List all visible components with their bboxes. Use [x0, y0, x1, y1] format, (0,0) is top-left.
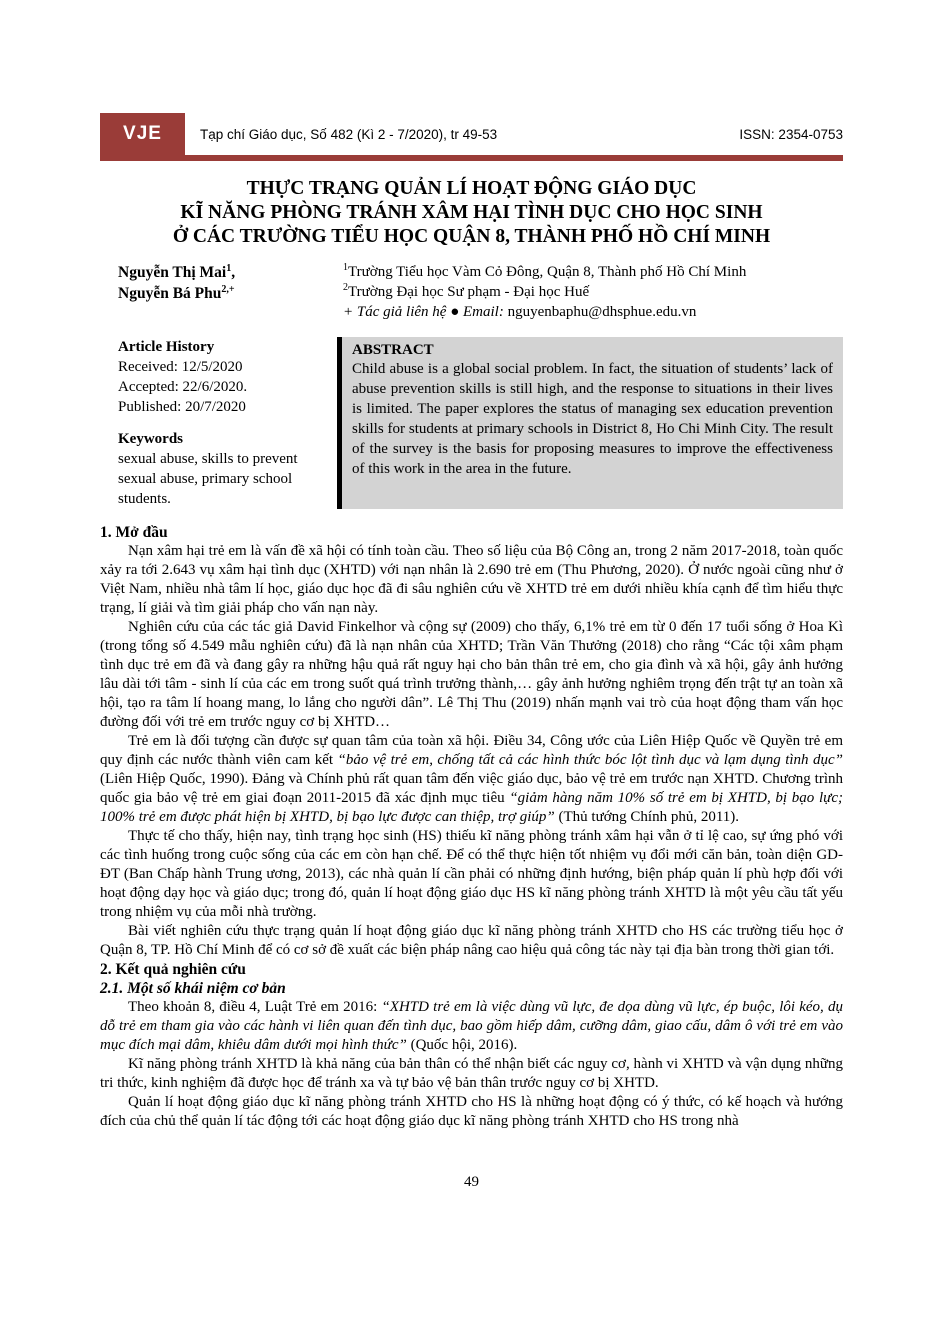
vje-logo: VJE	[100, 113, 185, 155]
email-address[interactable]: nguyenbaphu@dhsphue.edu.vn	[507, 304, 697, 320]
paragraph: Nạn xâm hại trẻ em là vấn đề xã hội có tính toàn cầu. Theo số liệu của Bộ Công an, trong 2 năm 2017-2018, toàn quốc xảy ra tới 2.643 vụ xâm hại tình dục (XHTD) với nạn nhân là 2.690 trẻ em (Thu Phương, 2020). Ở nước ngoài cũng như ở Việt Nam, nhiều nhà tâm lí học, giáo dục học đã đi sâu nghiên cứu về XHTD trẻ em dưới nhiều khía cạnh để tìm hiểu thực trạng, lí giải và tìm giải pháp cho vấn nạn này.	[100, 543, 843, 616]
article-history-heading: Article History	[118, 339, 215, 355]
article-history	[100, 337, 337, 509]
author-1-superscript: 1	[226, 262, 232, 274]
email-label: Email:	[463, 304, 508, 320]
quotation: “giảm hàng năm 10% số trẻ em bị XHTD, bị bạo lực; 100% trẻ em được phát hiện bị XHTD, bị bạo lực được can thiệp, trợ giúp”	[100, 790, 843, 825]
journal-issn: ISSN: 2354-0753	[739, 126, 843, 142]
header-divider	[100, 155, 843, 161]
quotation: “bảo vệ trẻ em, chống tất cả các hình thức bóc lột tình dục và lạm dụng tình dục”	[337, 752, 843, 768]
byline-block	[100, 262, 843, 322]
abstract-text: Child abuse is a global social problem. In fact, the situation of students’ lack of abuse prevention skills is still high, and the response to situations in their lives is limited. The paper explores the status of managing sex education prevention skills for students at primary schools in District 8, Ho Chi Minh City. The result of the survey is the basis for proposing measures to improve the effectiveness of this work in the area in the future.	[352, 361, 833, 477]
article-title-line1: THỰC TRẠNG QUẢN LÍ HOẠT ĐỘNG GIÁO DỤC	[246, 178, 697, 199]
affiliations	[337, 262, 843, 322]
article-title	[100, 177, 843, 249]
section-1-heading: 1. Mở đầu	[100, 524, 168, 541]
article-body	[100, 523, 843, 1131]
section-2-heading: 2. Kết quả nghiên cứu	[100, 961, 246, 978]
affiliation-2: $^2$Trường Đại học Sư phạm - Đại học Huế	[343, 282, 590, 300]
article-title-line3: Ở CÁC TRƯỜNG TIỂU HỌC QUẬN 8, THÀNH PHỐ HỒ CHÍ MINH	[172, 226, 771, 247]
keywords-heading: Keywords	[118, 431, 183, 447]
article-info-block	[100, 337, 843, 509]
author-1-comma: ,	[231, 264, 236, 281]
journal-header	[100, 113, 843, 155]
paragraph: Quản lí hoạt động giáo dục kĩ năng phòng tránh XHTD cho HS là những hoạt động có ý thức, có kế hoạch và hướng đích của chủ thể quản lí tác động tới các hoạt động giáo dục kĩ năng phòng tránh XHTD cho HS trong nhà	[100, 1094, 843, 1129]
page-content	[100, 0, 843, 1131]
paragraph: Thực tế cho thấy, hiện nay, tình trạng học sinh (HS) thiếu kĩ năng phòng tránh xâm hại vẫn ở tỉ lệ cao, sự ứng phó với các tình huống trong cuộc sống của các em còn hạn chế. Để có thể thực hiện tốt nhiệm vụ đổi mới căn bản, toàn diện GD-ĐT (Ban Chấp hành Trung ương, 2013), các nhà quản lí cần phải có những định hướng, biện pháp quản lí phù hợp đối với hoạt động dạy học và giáo dục; trong đó, quản lí hoạt động giáo dục HS kĩ năng phòng tránh XHTD là một yêu cầu tất yếu trong nhiệm vụ của mỗi nhà trường.	[100, 828, 843, 920]
author-2-name: Nguyễn Bá Phu	[118, 285, 222, 302]
author-2-superscript: 2,+	[221, 283, 235, 295]
corresponding-author-line	[343, 302, 843, 322]
contact-prefix: + Tác giả liên hệ ●	[343, 304, 463, 320]
author-1-name: Nguyễn Thị Mai	[118, 264, 227, 281]
quotation: “XHTD trẻ em là việc dùng vũ lực, đe dọa dùng vũ lực, ép buộc, lôi kéo, dụ dỗ trẻ em tham gia vào các hành vi liên quan đến tình dục, bao gồm hiếp dâm, cưỡng dâm, giao cấu, dâm ô với trẻ em vào mục đích mại dâm, khiêu dâm dưới mọi hình thức”	[100, 999, 843, 1053]
journal-citation: Tạp chí Giáo dục, Số 482 (Kì 2 - 7/2020), tr 49-53	[200, 126, 498, 142]
keywords-list: sexual abuse, skills to prevent sexual abuse, primary school students.	[118, 451, 298, 507]
received-date: Received: 12/5/2020	[118, 359, 243, 375]
author-2	[118, 283, 337, 304]
article-title-line2: KĨ NĂNG PHÒNG TRÁNH XÂM HẠI TÌNH DỤC CHO HỌC SINH	[180, 202, 763, 223]
paragraph: Trẻ em là đối tượng cần được sự quan tâm của toàn xã hội. Điều 34, Công ước của Liên Hiệp Quốc về Quyền trẻ em quy định các nước thành viên cam kết “bảo vệ trẻ em, chống tất cả các hình thức bóc lột tình dục và lạm dụng tình dục” (Liên Hiệp Quốc, 1990). Đảng và Chính phủ rất quan tâm đến việc giáo dục, bảo vệ trẻ em trước nạn XHTD. Chương trình quốc gia bảo vệ trẻ em giai đoạn 2011-2015 đã xác định mục tiêu “giảm hàng năm 10% số trẻ em bị XHTD, bị bạo lực; 100% trẻ em được phát hiện bị XHTD, bị bạo lực được can thiệp, trợ giúp” (Thủ tướng Chính phủ, 2011).	[100, 733, 843, 825]
section-2-1-heading: 2.1. Một số khái niệm cơ bản	[100, 980, 286, 997]
author-1	[118, 262, 337, 283]
abstract-box	[337, 337, 843, 509]
author-names	[100, 262, 337, 322]
published-date: Published: 20/7/2020	[118, 399, 246, 415]
paragraph: Kĩ năng phòng tránh XHTD là khả năng của bản thân có thể nhận biết các nguy cơ, hành vi XHTD và vận dụng những tri thức, kinh nghiệm đã được học để tránh xa và tự bảo vệ bản thân trước nguy cơ bị XHTD.	[100, 1056, 843, 1091]
accepted-date: Accepted: 22/6/2020.	[118, 379, 248, 395]
paragraph: Nghiên cứu của các tác giả David Finkelhor và cộng sự (2009) cho thấy, 6,1% trẻ em từ 0 đến 17 tuổi sống ở Hoa Kì (trong tổng số 4.549 mẫu nghiên cứu) đã là nạn nhân của XHTD; Trần Văn Thưởng (2018) cho rằng “Các tội xâm phạm tình dục trẻ em đã và đang gây ra những hậu quả rất nguy hại cho bản thân trẻ em, cho gia đình và xã hội, gây ảnh hưởng lâu dài tới tâm - sinh lí của các em trong suốt quá trình trưởng thành,… gây ảnh hưởng nghiêm trọng đến trật tự an toàn xã hội, tạo ra tâm lí hoang mang, lo lắng cho người dân”. Lê Thị Thu (2019) nhấn mạnh vai trò của hoạt động tham vấn học đường đối với trẻ em trước nguy cơ bị XHTD…	[100, 619, 843, 730]
affiliation-1: $^1$Trường Tiểu học Vàm Cỏ Đông, Quận 8, Thành phố Hồ Chí Minh	[343, 262, 747, 280]
paragraph: Theo khoản 8, điều 4, Luật Trẻ em 2016: “XHTD trẻ em là việc dùng vũ lực, đe dọa dùng vũ lực, ép buộc, lôi kéo, dụ dỗ trẻ em tham gia vào các hành vi liên quan đến tình dục, bao gồm hiếp dâm, cưỡng dâm, giao cấu, dâm ô với trẻ em vào mục đích mại dâm, khiêu dâm dưới mọi hình thức” (Quốc hội, 2016).	[100, 999, 843, 1053]
page-number: 49	[464, 1174, 479, 1190]
paragraph: Bài viết nghiên cứu thực trạng quản lí hoạt động giáo dục kĩ năng phòng tránh XHTD cho HS các trường tiểu học ở Quận 8, TP. Hồ Chí Minh để có cơ sở đề xuất các biện pháp nâng cao hiệu quả công tác này tại địa bàn trong thời gian tới.	[100, 923, 843, 958]
abstract-heading: ABSTRACT	[352, 342, 434, 358]
